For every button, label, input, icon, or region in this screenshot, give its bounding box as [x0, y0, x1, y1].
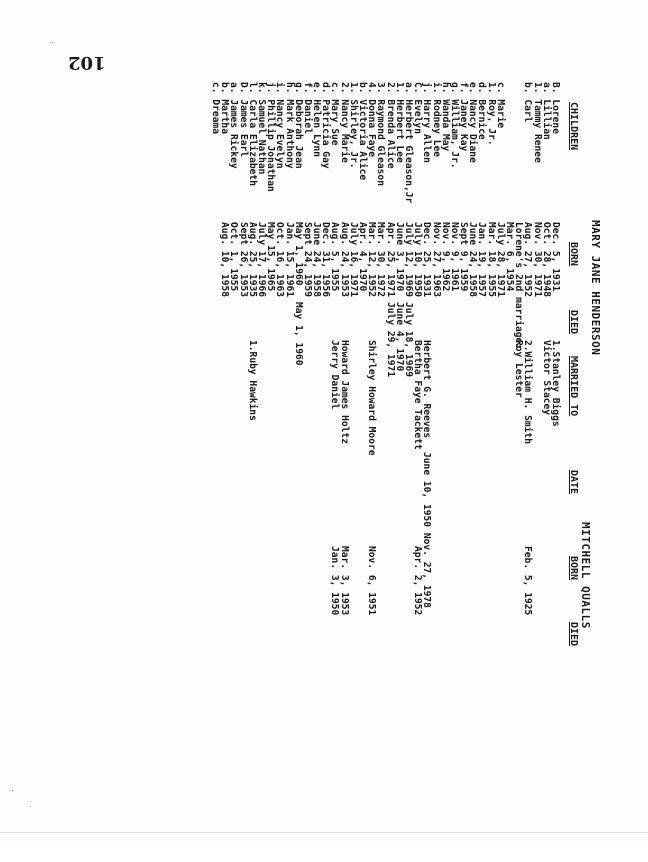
- died-date: July 18, 1969: [403, 302, 414, 378]
- child-name: h. Mark Anthony: [283, 82, 295, 169]
- born-date: Jan. 15, 1961: [283, 222, 295, 298]
- born-date: Mar. 12, 1952: [366, 222, 378, 298]
- child-name: a. Herbert Gleason,Jr: [403, 82, 414, 204]
- spouse-born-date: Feb. 5, 1925: [522, 546, 534, 616]
- spouse-born-date: Apr. 2, 1952: [412, 546, 424, 616]
- spouse-born-header: BORN: [568, 556, 579, 581]
- spouse-born-date: [477, 546, 486, 646]
- born-date: July 28, 1971: [494, 222, 506, 298]
- born-date: Mar. 6, 1954: [504, 222, 516, 292]
- born-date: Nov. 9, 1961: [448, 222, 460, 292]
- spouse-name: [294, 340, 303, 580]
- child-name: i. Rodney Lee: [430, 82, 442, 158]
- child-name: b. Martha: [219, 82, 231, 134]
- child-name: f. Janey Kay: [458, 82, 470, 152]
- born-date: Aug. 25, 1935: [246, 222, 258, 298]
- child-name: 1. Herbert Lee: [393, 82, 405, 163]
- spouse-name: [385, 340, 394, 580]
- spouse-born-date: [376, 546, 385, 646]
- spouse-name: Victor Stacey: [540, 340, 552, 416]
- child-name: 1. Tammy Renee: [531, 82, 543, 163]
- born-date: June 24, 1958: [311, 222, 323, 298]
- spouse-name: Shirley Howard Moore: [366, 340, 378, 456]
- child-name: g. Deborah Jean: [292, 82, 304, 169]
- spouse-born-date: Mar. 3, 1953: [338, 546, 350, 616]
- born-date: July 17, 1966: [256, 222, 267, 298]
- scan-speck: [30, 806, 31, 807]
- child-name: C. Evelyn: [412, 82, 424, 134]
- child-name: e. Helen Lynn: [311, 82, 323, 158]
- spouse-died-header: DIED: [568, 622, 579, 647]
- born-date: July 10, 1950: [412, 222, 424, 298]
- spouse-family-title: MITCHELL QUALLS: [579, 522, 592, 629]
- scan-edge: [0, 832, 648, 833]
- spouse-born-date: Jan. 3, 1950: [329, 546, 341, 616]
- child-name: D. James Earl: [237, 82, 249, 158]
- spouse-born-date: [385, 546, 394, 646]
- spouse-name: 2.William H. Smith: [522, 340, 534, 444]
- born-date: May 15, 1965: [265, 222, 277, 292]
- spouse-name: [266, 340, 275, 580]
- child-name: a. James Rickey: [228, 82, 240, 169]
- spouse-name: [349, 340, 358, 580]
- child-name: 1. Roy, Jr.: [485, 82, 497, 146]
- spouse-name: [284, 340, 293, 580]
- scan-speck: [12, 790, 13, 791]
- spouse-born-date: [542, 546, 551, 646]
- born-date: June 3, 1970: [393, 222, 405, 292]
- born-date: Oct. 28, 1948: [540, 222, 552, 298]
- born-header: BORN: [568, 242, 579, 267]
- born-date: June 24, 1958: [467, 222, 479, 298]
- child-name: 2. Nancy Marie: [338, 82, 350, 163]
- born-date: Nov. 9, 1962: [439, 222, 451, 292]
- child-name: 4. Donna Faye: [366, 82, 378, 158]
- spouse-born-column: [330, 546, 560, 646]
- spouse-name: 1.Ruby Hawkins: [246, 340, 258, 421]
- born-date: Nov. 30, 1971: [531, 222, 543, 298]
- children-header: CHILDREN: [568, 102, 579, 151]
- spouse-born-date: [496, 546, 505, 646]
- born-date: Apr. 25, 1971: [384, 222, 396, 298]
- born-date: Aug. 10, 1958: [219, 222, 231, 298]
- born-date: Jan. 19, 1957: [476, 222, 488, 298]
- family-title: MARY JANE HENDERSON: [589, 220, 602, 356]
- died-date: June 4, 1970: [393, 302, 405, 372]
- spouse-name: Bertha Faye Tackett: [412, 340, 424, 450]
- page-number: 102: [68, 52, 106, 73]
- child-name: a. Lillian: [540, 82, 552, 140]
- born-date: Lorene's 2nd marriage:: [513, 222, 525, 350]
- born-date: Sept 9, 1959: [458, 222, 470, 292]
- born-date: Nov. 27, 1963: [430, 222, 442, 298]
- child-name: B. Lorene: [550, 82, 561, 134]
- child-name: 2. Brenda Alice: [384, 82, 396, 169]
- born-date: Aug. 24, 1953: [338, 222, 350, 298]
- child-name: j. Phillip Jonathan: [265, 82, 277, 192]
- spouse-born-date: [349, 546, 358, 646]
- child-name: c. Marie: [494, 82, 506, 129]
- born-date: Oct. 1, 1955: [228, 222, 240, 292]
- genealogy-table: [40, 82, 600, 862]
- married-to-header: MARRIED TO: [568, 356, 579, 417]
- child-name: g. William, Jr.: [448, 82, 460, 169]
- born-date: Mar. 18, 1955: [485, 222, 497, 298]
- marriage-date: June 10, 1950 Nov. 27, 1978: [421, 452, 433, 608]
- child-name: c. Dreama: [210, 82, 222, 134]
- child-name: b. Carl: [522, 82, 534, 123]
- spouse-name: [395, 340, 404, 580]
- died-header: DIED: [568, 310, 579, 335]
- child-name: i. Nancy Evelyn: [274, 82, 286, 169]
- child-name: l. Carla Elizabeth: [246, 82, 258, 186]
- spouse-name: [312, 340, 321, 580]
- spouse-name: [303, 340, 312, 580]
- child-name: b. Victoria Alice: [357, 82, 369, 181]
- spouse-born-date: [422, 546, 431, 646]
- born-date: July 16, 1971: [347, 222, 359, 298]
- spouse-name: Herbert G. Reeves: [421, 340, 433, 439]
- died-date: July 29, 1971: [384, 302, 396, 378]
- date-header: DATE: [568, 470, 579, 495]
- born-date: Aug. 27, 1952: [522, 222, 534, 298]
- born-date: Oct. 16, 1963: [274, 222, 286, 298]
- child-name: d. Bernice: [476, 82, 488, 140]
- born-date: Apr. 4, 1970: [357, 222, 369, 292]
- spouse-born-date: [395, 546, 404, 646]
- born-date: Sept 26, 1953: [237, 222, 249, 298]
- spouse-name: Howard James Holtz: [338, 340, 350, 444]
- child-name: c. Mary Sue: [329, 82, 341, 146]
- spouse-born-date: [532, 546, 541, 646]
- born-date: Mar. 30, 1972: [375, 222, 387, 298]
- spouse-born-date: [459, 546, 468, 646]
- child-name: j. Harry Allen: [421, 82, 433, 163]
- spouse-name: [275, 340, 284, 580]
- born-date: July 12, 1969: [403, 222, 414, 298]
- child-name: e. Nancy Diane: [467, 82, 479, 163]
- born-date: Dec. 31, 1956: [320, 222, 332, 298]
- spouse-born-date: Nov. 6, 1951: [366, 546, 378, 616]
- spouse-born-date: [468, 546, 477, 646]
- spouse-born-date: [450, 546, 459, 646]
- born-date: Aug. 5, 1955: [329, 222, 341, 292]
- child-name: k. Samuel Nathan: [256, 82, 267, 175]
- spouse-name: 1.Stanley Biggs: [550, 340, 561, 427]
- died-date: May 1, 1960: [292, 302, 304, 366]
- child-name: 1. Shirley, Jr.: [347, 82, 359, 169]
- child-name: f. Daniel: [301, 82, 313, 134]
- child-name: 3. Raymond Gleason: [375, 82, 387, 186]
- born-date: Dec. 5, 1931: [550, 222, 561, 292]
- born-date: Dec. 25, 1931: [421, 222, 433, 298]
- spouse-born-date: [505, 546, 514, 646]
- spouse-born-date: [551, 546, 560, 646]
- born-date: May 1, 1960: [292, 222, 304, 286]
- spouse-name: Roy Lester: [513, 340, 525, 398]
- born-date: Sept 24, 1959: [301, 222, 313, 298]
- scan-speck: [52, 42, 53, 43]
- spouse-born-date: [431, 546, 440, 646]
- spouse-born-date: [487, 546, 496, 646]
- spouse-name: [376, 340, 385, 580]
- spouse-name: Jerry Daniel: [329, 340, 341, 410]
- spouse-name: [257, 340, 266, 580]
- child-name: h. Wanda May: [439, 82, 451, 152]
- spouse-born-date: [441, 546, 450, 646]
- child-name: d. Patricia Gay: [320, 82, 332, 169]
